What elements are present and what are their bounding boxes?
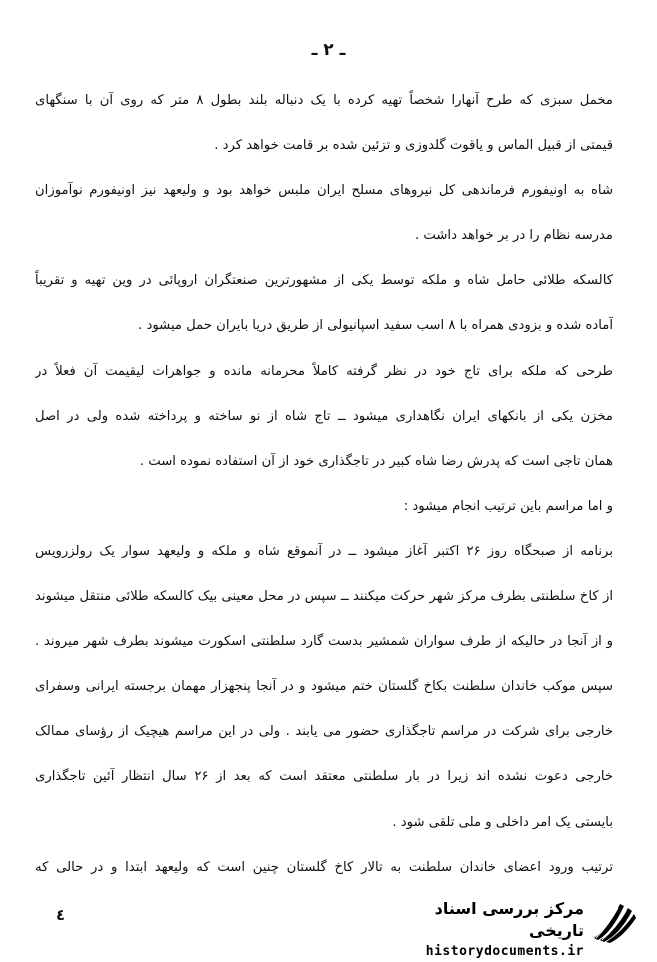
text-line: قیمتی از قبیل الماس و یاقوت گلدوزی و تزئین شده بر قامت خواهد کرد . (214, 138, 613, 154)
page-number: ـ ۲ ـ (311, 40, 346, 60)
watermark-text-block (382, 898, 584, 962)
text-line: خارجی برای شرکت در مراسم تاجگذاری حضور می یابند . ولی در این مراسم هیچیک از رؤسای ممالک (35, 724, 613, 740)
text-line: مخمل سبزی که طرح آنهارا شخصاً تهیه کرده با یک دنباله بلند بطول ۸ متر که روی آن با سنگهای (35, 93, 613, 108)
watermark-title: مرکز بررسی اسناد تاریخی (434, 899, 584, 940)
text-line: کالسکه طلائی حامل شاه و ملکه توسط یکی از مشهورترین صنعتگران اروپائی در وین تهیه و تقریباً (35, 273, 613, 289)
text-line: برنامه از صبحگاه روز ۲۶ اکتبر آغاز میشود ــ در آنموقع شاه و ملکه و ولیعهد سوار یک رولزرویس (35, 543, 613, 559)
text-line: ترتیب ورود اعضای خاندان سلطنت به تالار کاخ گلستان چنین است که ولیعهد ابتدا و در حالی که (35, 859, 613, 875)
text-line: سپس موکب خاندان سلطنت بکاخ گلستان ختم میشود و در آنجا پنجهزار مهمان برجسته ایرانی وسفرای (35, 679, 613, 695)
document-body (35, 78, 613, 890)
text-line: همان تاجی است که پدرش رضا شاه کبیر در تاجگذاری خود از آن استفاده نموده است . (139, 453, 613, 469)
book-pages-icon (590, 898, 638, 944)
text-line: شاه به اونیفورم فرماندهی کل نیروهای مسلح ایران ملبس خواهد بود و ولیعهد نیز اونیفورم نوآموزان (35, 183, 613, 199)
text-line: مدرسه نظام را در بر خواهد داشت . (415, 228, 613, 244)
watermark-url: historydocuments.ir (425, 944, 584, 959)
text-line: طرحی که ملکه برای تاج خود در نظر گرفته کاملاً محرمانه مانده و جواهرات لیقیمت آن فعلاً در (35, 363, 613, 379)
watermark (382, 896, 640, 959)
text-line: و از آنجا در حالیکه از طرف سواران شمشیر بدست گارد سلطنتی اسکورت میشوند بطرف شهر میروند . (35, 634, 613, 650)
corner-mark: ٤ (56, 906, 66, 924)
text-line: و اما مراسم باین ترتیب انجام میشود : (403, 498, 613, 514)
text-line: خارجی دعوت نشده اند زیرا در بار سلطنتی معتقد است که بعد از ۲۶ سال انتظار آئین تاجگذاری (35, 769, 613, 785)
text-line: آماده شده و بزودی همراه با ۸ اسب سفید اسپانیولی از طریق دریا بایران حمل میشود . (138, 318, 613, 334)
text-line: بایستی یک امر داخلی و ملی تلقی شود . (392, 814, 613, 830)
text-line: از کاخ سلطنتی بطرف مرکز شهر حرکت میکنند ــ سپس در محل معینی بیک کالسکه طلائی منتقل میشوند (35, 589, 613, 605)
text-line: مخزن یکی از بانکهای ایران نگاهداری میشود ــ تاج شاه از نو ساخته و پرداخته شده ولی در اصل (35, 408, 613, 424)
